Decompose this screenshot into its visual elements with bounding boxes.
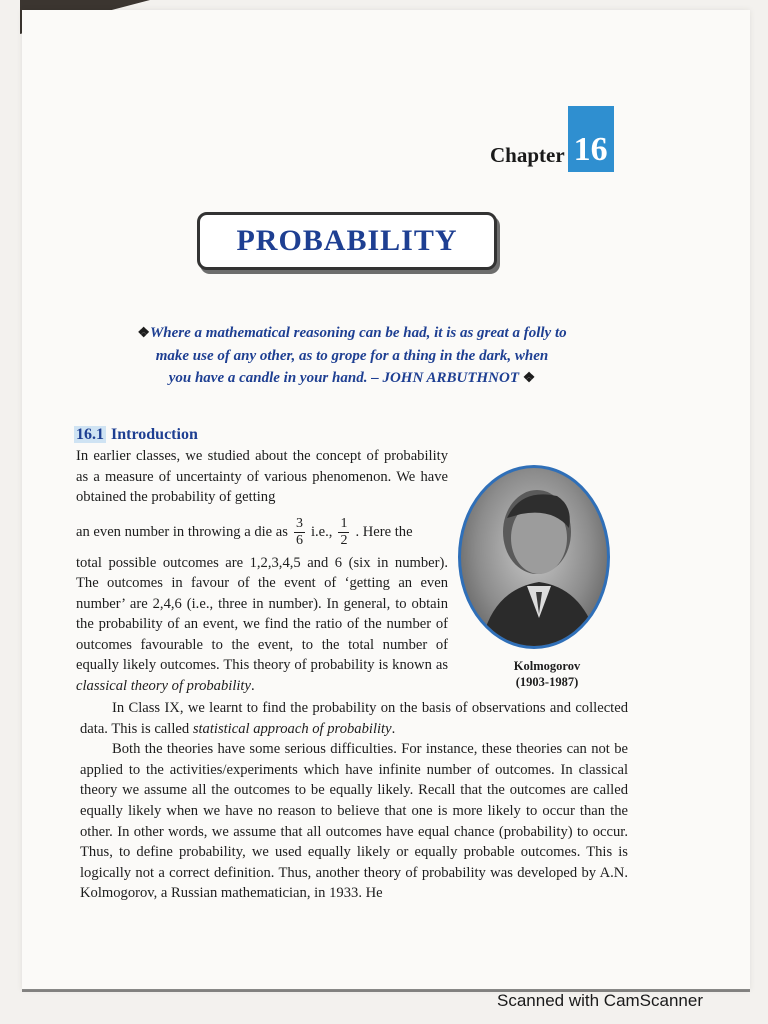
section-number: 16.1: [76, 426, 104, 443]
chapter-number-badge: 16: [568, 106, 614, 172]
chapter-heading: [490, 131, 614, 172]
chapter-title-box: [197, 212, 497, 270]
quote-line-3: you have a candle in your hand. – JOHN ARBUTHNOT ❖: [168, 370, 536, 386]
portrait-name: Kolmogorov: [513, 659, 581, 673]
epigraph-quote: [102, 322, 602, 390]
quote-line-1: ❖Where a mathematical reasoning can be had, it is as great a folly to: [137, 325, 567, 341]
intro-paragraph-1: In earlier classes, we studied about the concept of probability as a measure of uncertainty of various phenomenon. We have obtained the probability of getting: [76, 448, 448, 505]
intro-text: [76, 446, 448, 696]
chapter-word: Chapter: [490, 142, 565, 167]
intro-paragraph-2: total possible outcomes are 1,2,3,4,5 and 6 (six in number). The outcomes in favour of the event of ‘getting an even number’ are 2,4,6 (i.e., three in number). In general, to obtain the probability of an event, we find the ratio of the number of outcomes favourable to the event, to the total number of equally likely outcomes. This theory of probability is known as classical theory of probability.: [76, 554, 448, 694]
chapter-title: PROBABILITY: [236, 224, 458, 257]
fraction-one-half: $\frac{1}{2}$: [340, 515, 348, 548]
body-text: [80, 698, 628, 904]
portrait-figure-icon: [461, 468, 607, 646]
fraction-line: an even number in throwing a die as $\frac{3}{6}$ i.e., $\frac{1}{2}$ . Here the: [76, 515, 413, 548]
portrait-caption: [492, 658, 602, 690]
diamond-star-icon: ❖: [137, 326, 150, 341]
section-heading: [74, 426, 198, 444]
quote-line-2: make use of any other, as to grope for a thing in the dark, when: [155, 348, 549, 364]
kolmogorov-portrait: [458, 465, 614, 653]
camscanner-watermark: Scanned with CamScanner: [497, 991, 704, 1010]
diamond-star-icon: ❖: [522, 371, 536, 386]
body-paragraph-2: Both the theories have some serious difficulties. For instance, these theories can not be applied to the activities/experiments which have infinite number of outcomes. In classical theory we assume all the outcomes to be equally likely. Recall that the outcomes are called equally likely when we have no reason to believe that one is more likely to occur than the other. In other words, we assume that all outcomes have equal chance (probability) to occur. Thus, to define probability, we used equally likely or equally probable outcomes. This is logically not a correct definition. Thus, another theory of probability was developed by A.N. Kolmogorov, a Russian mathematician, in 1933. He: [80, 741, 628, 902]
portrait-oval: [458, 465, 610, 649]
body-paragraph-1: In Class IX, we learnt to find the probability on the basis of observations and collected data. This is called statistical approach of probability.: [80, 700, 628, 737]
section-title: Introduction: [111, 426, 198, 443]
portrait-years: (1903-1987): [515, 675, 579, 689]
fraction-three-sixths: $\frac{3}{6}$: [295, 515, 303, 548]
